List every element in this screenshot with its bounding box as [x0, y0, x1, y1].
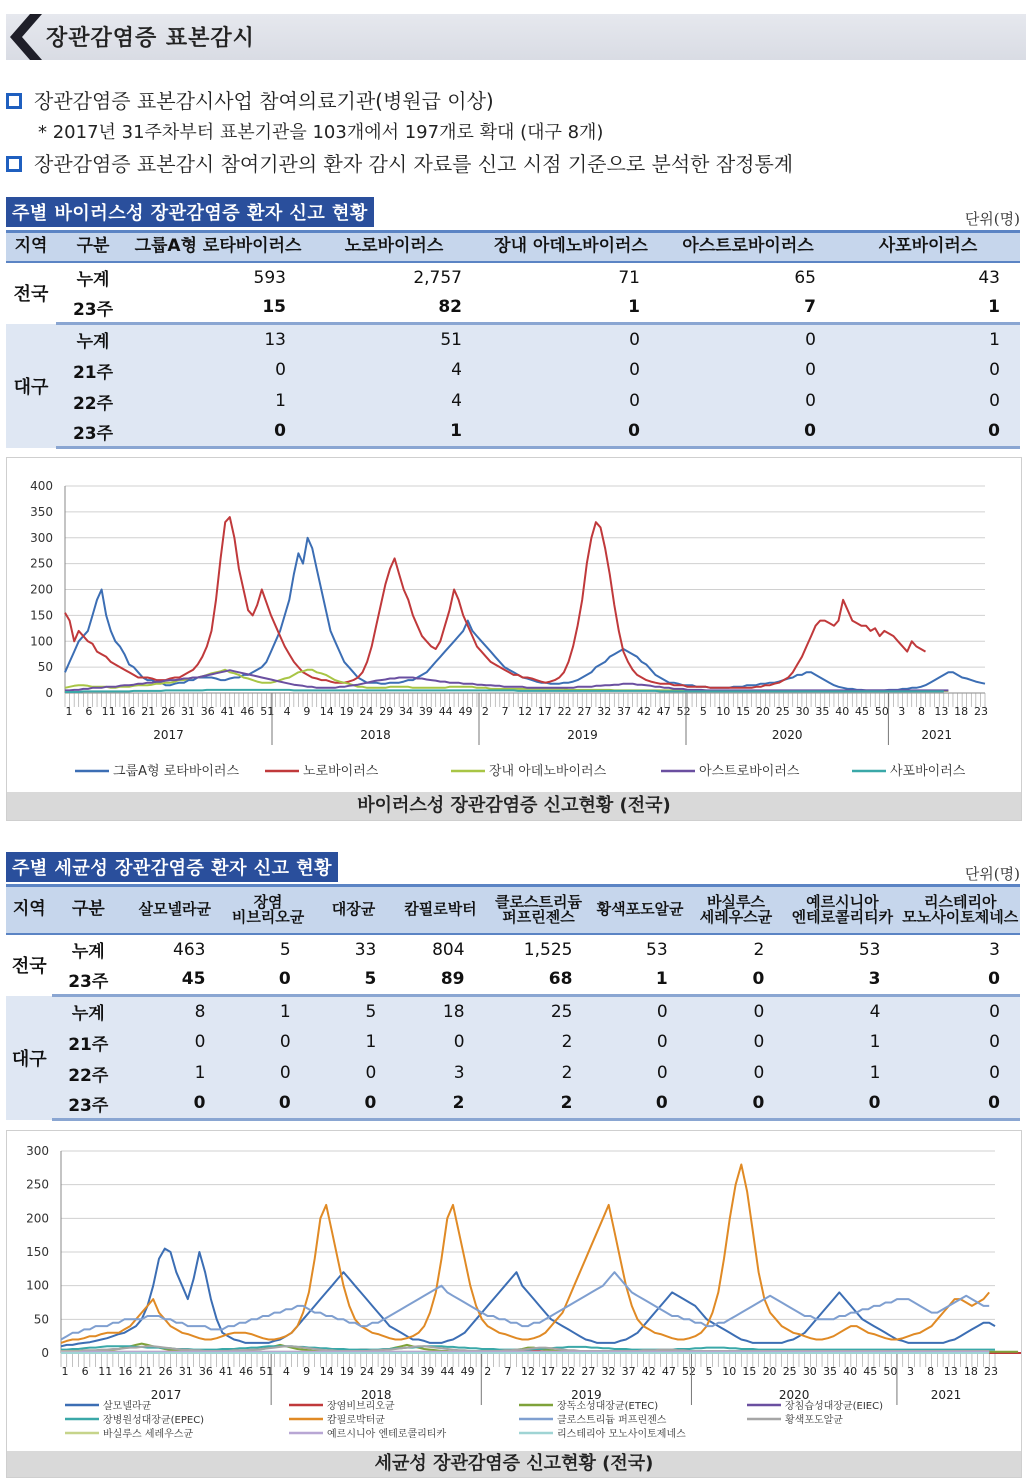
year-label: 2021	[930, 1388, 962, 1402]
y-tick-label: 50	[33, 1312, 49, 1327]
value-cell: 0	[660, 417, 836, 448]
value-cell: 0	[482, 324, 660, 355]
value-cell: 593	[130, 262, 306, 293]
x-tick-label: 34	[399, 705, 414, 718]
value-cell: 0	[592, 1027, 687, 1058]
x-tick-label: 9	[303, 705, 311, 718]
value-cell: 1	[311, 1027, 397, 1058]
region-cell: 전국	[6, 262, 56, 324]
value-cell: 0	[130, 355, 306, 386]
year-label: 2019	[567, 728, 598, 742]
x-tick-label: 30	[802, 1365, 817, 1378]
viral-unit: 단위(명)	[964, 210, 1020, 228]
value-cell: 0	[836, 417, 1020, 448]
year-label: 2018	[360, 1388, 392, 1402]
x-tick-label: 34	[400, 1365, 415, 1378]
x-tick-label: 20	[762, 1365, 777, 1378]
value-cell: 0	[124, 1027, 225, 1058]
table-row	[6, 1027, 1020, 1058]
value-cell: 2	[485, 1058, 593, 1089]
bacterial-section-label: 주별 세균성 장관감염증 환자 신고 현황	[6, 852, 338, 882]
x-tick-label: 41	[220, 705, 235, 718]
value-cell: 2	[396, 1089, 484, 1120]
x-tick-label: 42	[641, 1365, 656, 1378]
legend-label: 바실루스 세레우스균	[103, 1429, 194, 1440]
x-tick-label: 19	[339, 705, 354, 718]
value-cell: 1	[225, 996, 310, 1027]
x-tick-label: 18	[954, 705, 969, 718]
viral-chart-caption: 바이러스성 장관감염증 신고현황 (전국)	[7, 792, 1021, 820]
y-tick-label: 350	[30, 504, 53, 519]
value-cell: 0	[124, 1089, 225, 1120]
chevron-left-icon	[6, 14, 46, 60]
legend-label: 사포바이러스	[890, 764, 966, 779]
legend-label: 장독소성대장균(ETEC)	[557, 1401, 659, 1412]
x-tick-label: 44	[438, 705, 453, 718]
table-row	[6, 324, 1020, 355]
x-tick-label: 40	[843, 1365, 858, 1378]
value-cell: 43	[836, 262, 1020, 293]
table-row	[6, 262, 1020, 293]
x-tick-label: 6	[85, 705, 93, 718]
value-cell: 3	[784, 965, 900, 996]
value-cell: 1	[784, 1058, 900, 1089]
kind-cell: 22주	[56, 386, 130, 417]
legend-label: 클로스트리듐 퍼프린젠스	[557, 1415, 667, 1426]
table-header: 살모넬라균	[124, 886, 225, 934]
value-cell: 0	[900, 996, 1020, 1027]
value-cell: 804	[396, 934, 484, 965]
value-cell: 0	[660, 324, 836, 355]
x-tick-label: 16	[121, 705, 136, 718]
x-tick-label: 4	[283, 705, 291, 718]
kind-cell: 23주	[52, 1089, 124, 1120]
value-cell: 53	[784, 934, 900, 965]
value-cell: 33	[311, 934, 397, 965]
x-tick-label: 18	[963, 1365, 978, 1378]
table-header: 대장균	[311, 886, 397, 934]
value-cell: 2	[688, 934, 785, 965]
table-header: 캄필로박터	[396, 886, 484, 934]
x-tick-label: 32	[597, 705, 612, 718]
value-cell: 0	[688, 1089, 785, 1120]
x-tick-label: 47	[661, 1365, 676, 1378]
x-tick-label: 51	[260, 705, 275, 718]
value-cell: 82	[306, 293, 482, 324]
bacterial-unit: 단위(명)	[964, 865, 1020, 883]
table-header: 지역	[6, 232, 56, 262]
x-tick-label: 22	[557, 705, 572, 718]
y-tick-label: 200	[26, 1211, 49, 1226]
y-tick-label: 200	[30, 582, 53, 597]
legend-label: 장염비브리오균	[327, 1401, 395, 1412]
x-tick-label: 25	[782, 1365, 797, 1378]
kind-cell: 22주	[52, 1058, 124, 1089]
viral-line-chart	[7, 458, 1021, 794]
value-cell: 5	[311, 996, 397, 1027]
x-tick-label: 36	[200, 705, 215, 718]
value-cell: 0	[900, 1058, 1020, 1089]
value-cell: 1	[836, 324, 1020, 355]
year-label: 2020	[771, 728, 803, 742]
bacterial-table	[6, 884, 1020, 1121]
value-cell: 0	[836, 386, 1020, 417]
region-cell: 대구	[6, 996, 52, 1120]
value-cell: 0	[130, 417, 306, 448]
x-tick-label: 24	[359, 705, 374, 718]
value-cell: 0	[688, 1027, 785, 1058]
table-header: 사포바이러스	[836, 232, 1020, 262]
legend-label: 장침습성대장균(EIEC)	[785, 1401, 883, 1412]
x-tick-label: 37	[621, 1365, 636, 1378]
intro-line-1	[6, 85, 494, 114]
kind-cell: 21주	[52, 1027, 124, 1058]
x-tick-label: 11	[101, 705, 116, 718]
value-cell: 4	[306, 355, 482, 386]
x-tick-label: 13	[943, 1365, 958, 1378]
legend-label: 장내 아데노바이러스	[489, 764, 607, 779]
value-cell: 0	[836, 355, 1020, 386]
x-tick-label: 35	[815, 705, 830, 718]
x-tick-label: 15	[742, 1365, 757, 1378]
legend-label: 캄필로박터균	[327, 1415, 385, 1426]
x-tick-label: 2	[484, 1365, 492, 1378]
x-tick-label: 15	[736, 705, 751, 718]
kind-cell: 23주	[56, 293, 130, 324]
x-tick-label: 23	[984, 1365, 998, 1378]
value-cell: 51	[306, 324, 482, 355]
intro-line-1-text: 장관감염증 표본감시사업 참여의료기관(병원급 이상)	[34, 89, 494, 113]
viral-chart	[6, 457, 1022, 821]
x-tick-label: 17	[541, 1365, 556, 1378]
value-cell: 0	[482, 386, 660, 417]
x-tick-label: 17	[537, 705, 552, 718]
value-cell: 0	[311, 1058, 397, 1089]
x-tick-label: 42	[636, 705, 651, 718]
viral-table	[6, 230, 1020, 449]
value-cell: 25	[485, 996, 593, 1027]
y-tick-label: 250	[26, 1177, 49, 1192]
viral-section-label: 주별 바이러스성 장관감염증 환자 신고 현황	[6, 197, 374, 227]
value-cell: 0	[784, 1089, 900, 1120]
legend-label: 예르시니아 엔테로콜리티카	[327, 1429, 447, 1440]
x-tick-label: 7	[504, 1365, 512, 1378]
x-tick-label: 46	[239, 1365, 254, 1378]
table-header: 구분	[56, 232, 130, 262]
value-cell: 13	[130, 324, 306, 355]
legend-label: 살모넬라균	[103, 1401, 152, 1412]
year-label: 2019	[571, 1388, 602, 1402]
table-row	[6, 1058, 1020, 1089]
value-cell: 65	[660, 262, 836, 293]
y-tick-label: 0	[41, 1346, 49, 1360]
x-tick-label: 12	[518, 705, 532, 718]
kind-cell: 누계	[56, 262, 130, 293]
kind-cell: 23주	[52, 965, 124, 996]
y-tick-label: 50	[37, 660, 53, 675]
x-tick-label: 25	[775, 705, 790, 718]
table-header: 구분	[52, 886, 124, 934]
square-bullet-icon	[6, 156, 22, 172]
value-cell: 8	[124, 996, 225, 1027]
legend-label: 리스테리아 모노사이토제네스	[557, 1429, 686, 1440]
series-line	[65, 517, 926, 688]
value-cell: 1	[592, 965, 687, 996]
x-tick-label: 50	[874, 705, 889, 718]
value-cell: 1	[836, 293, 1020, 324]
table-header: 황색포도알균	[592, 886, 687, 934]
x-tick-label: 45	[855, 705, 870, 718]
x-tick-label: 37	[617, 705, 632, 718]
x-tick-label: 1	[61, 1365, 69, 1378]
title-bar	[6, 14, 1026, 60]
x-tick-label: 35	[822, 1365, 837, 1378]
kind-cell: 23주	[56, 417, 130, 448]
x-tick-label: 3	[898, 705, 906, 718]
x-tick-label: 14	[319, 705, 334, 718]
x-tick-label: 2	[481, 705, 489, 718]
intro-line-2	[6, 148, 793, 177]
value-cell: 3	[900, 934, 1020, 965]
table-header: 바실루스 세레우스균	[688, 886, 785, 934]
series-line	[65, 670, 948, 690]
table-row	[6, 965, 1020, 996]
x-tick-label: 14	[319, 1365, 334, 1378]
kind-cell: 누계	[52, 996, 124, 1027]
x-tick-label: 51	[259, 1365, 274, 1378]
x-tick-label: 10	[716, 705, 731, 718]
x-tick-label: 8	[927, 1365, 935, 1378]
value-cell: 2	[485, 1089, 593, 1120]
x-tick-label: 31	[180, 705, 195, 718]
table-row	[6, 417, 1020, 448]
x-tick-label: 16	[118, 1365, 133, 1378]
x-tick-label: 36	[198, 1365, 213, 1378]
table-header: 장내 아데노바이러스	[482, 232, 660, 262]
x-tick-label: 52	[676, 705, 691, 718]
value-cell: 2,757	[306, 262, 482, 293]
x-tick-label: 29	[379, 705, 394, 718]
value-cell: 0	[900, 965, 1020, 996]
table-header: 예르시니아 엔테로콜리티카	[784, 886, 900, 934]
x-tick-label: 1	[65, 705, 73, 718]
x-tick-label: 26	[161, 705, 176, 718]
x-tick-label: 7	[501, 705, 509, 718]
series-line	[61, 1249, 995, 1347]
value-cell: 18	[396, 996, 484, 1027]
x-tick-label: 5	[705, 1365, 713, 1378]
x-tick-label: 10	[722, 1365, 737, 1378]
x-tick-label: 49	[460, 1365, 475, 1378]
year-label: 2018	[360, 728, 391, 742]
value-cell: 0	[592, 996, 687, 1027]
value-cell: 0	[482, 355, 660, 386]
value-cell: 0	[311, 1089, 397, 1120]
value-cell: 0	[660, 386, 836, 417]
x-tick-label: 8	[918, 705, 926, 718]
x-tick-label: 11	[98, 1365, 113, 1378]
x-tick-label: 20	[755, 705, 770, 718]
table-row	[6, 934, 1020, 965]
x-tick-label: 52	[682, 1365, 697, 1378]
value-cell: 0	[482, 417, 660, 448]
value-cell: 0	[225, 965, 310, 996]
x-tick-label: 30	[795, 705, 810, 718]
page-title: 장관감염증 표본감시	[46, 26, 255, 51]
x-tick-label: 29	[380, 1365, 395, 1378]
value-cell: 0	[900, 1027, 1020, 1058]
x-tick-label: 5	[699, 705, 707, 718]
value-cell: 0	[688, 996, 785, 1027]
x-tick-label: 45	[863, 1365, 878, 1378]
x-tick-label: 39	[420, 1365, 435, 1378]
x-tick-label: 24	[359, 1365, 374, 1378]
value-cell: 0	[592, 1089, 687, 1120]
x-tick-label: 19	[339, 1365, 354, 1378]
y-tick-label: 100	[30, 634, 53, 649]
table-header: 클로스트리듐 퍼프린젠스	[485, 886, 593, 934]
table-row	[6, 386, 1020, 417]
intro-note: * 2017년 31주차부터 표본기관을 103개에서 197개로 확대 (대구 8개)	[38, 122, 604, 143]
table-header: 노로바이러스	[306, 232, 482, 262]
y-tick-label: 0	[45, 686, 53, 700]
x-tick-label: 31	[178, 1365, 193, 1378]
value-cell: 53	[592, 934, 687, 965]
bacterial-chart-caption: 세균성 장관감염증 신고현황 (전국)	[7, 1451, 1021, 1477]
value-cell: 1	[306, 417, 482, 448]
x-tick-label: 12	[521, 1365, 535, 1378]
table-header: 리스테리아 모노사이토제네스	[900, 886, 1020, 934]
value-cell: 0	[396, 1027, 484, 1058]
bacterial-chart	[6, 1130, 1022, 1478]
kind-cell: 누계	[52, 934, 124, 965]
x-tick-label: 46	[240, 705, 255, 718]
value-cell: 15	[130, 293, 306, 324]
table-header: 지역	[6, 886, 52, 934]
legend-label: 장병원성대장균(EPEC)	[103, 1415, 205, 1426]
table-header: 아스트로바이러스	[660, 232, 836, 262]
x-tick-label: 4	[282, 1365, 290, 1378]
x-tick-label: 21	[138, 1365, 153, 1378]
square-bullet-icon	[6, 93, 22, 109]
value-cell: 0	[225, 1058, 310, 1089]
value-cell: 4	[784, 996, 900, 1027]
year-label: 2017	[150, 1388, 182, 1402]
value-cell: 1	[784, 1027, 900, 1058]
table-row	[6, 293, 1020, 324]
value-cell: 1	[124, 1058, 225, 1089]
value-cell: 0	[225, 1027, 310, 1058]
x-tick-label: 9	[303, 1365, 311, 1378]
value-cell: 89	[396, 965, 484, 996]
legend-label: 그룹A형 로타바이러스	[113, 764, 240, 779]
value-cell: 0	[660, 355, 836, 386]
value-cell: 1	[130, 386, 306, 417]
value-cell: 463	[124, 934, 225, 965]
bacterial-line-chart	[7, 1131, 1021, 1453]
legend-label: 황색포도알균	[785, 1415, 843, 1426]
x-tick-label: 27	[581, 1365, 596, 1378]
x-tick-label: 47	[656, 705, 671, 718]
value-cell: 5	[311, 965, 397, 996]
x-tick-label: 27	[577, 705, 592, 718]
x-tick-label: 44	[440, 1365, 455, 1378]
value-cell: 7	[660, 293, 836, 324]
value-cell: 0	[688, 965, 785, 996]
x-tick-label: 39	[418, 705, 433, 718]
value-cell: 1	[482, 293, 660, 324]
value-cell: 1,525	[485, 934, 593, 965]
y-tick-label: 400	[30, 479, 53, 493]
x-tick-label: 13	[934, 705, 949, 718]
x-tick-label: 32	[601, 1365, 616, 1378]
year-label: 2020	[778, 1388, 810, 1402]
year-label: 2021	[921, 728, 952, 742]
value-cell: 5	[225, 934, 310, 965]
value-cell: 3	[396, 1058, 484, 1089]
value-cell: 4	[306, 386, 482, 417]
table-header: 그룹A형 로타바이러스	[130, 232, 306, 262]
y-tick-label: 300	[30, 530, 53, 545]
year-label: 2017	[153, 728, 184, 742]
x-tick-label: 23	[974, 705, 988, 718]
table-row	[6, 1089, 1020, 1120]
x-tick-label: 40	[835, 705, 850, 718]
region-cell: 대구	[6, 324, 56, 448]
value-cell: 68	[485, 965, 593, 996]
y-tick-label: 150	[30, 608, 53, 623]
value-cell: 0	[900, 1089, 1020, 1120]
y-tick-label: 250	[30, 556, 53, 571]
x-tick-label: 6	[81, 1365, 89, 1378]
value-cell: 0	[688, 1058, 785, 1089]
x-tick-label: 3	[906, 1365, 914, 1378]
table-row	[6, 996, 1020, 1027]
kind-cell: 21주	[56, 355, 130, 386]
x-tick-label: 50	[883, 1365, 898, 1378]
legend-label: 노로바이러스	[303, 764, 379, 779]
y-tick-label: 150	[26, 1245, 49, 1259]
intro-line-2-text: 장관감염증 표본감시 참여기관의 환자 감시 자료를 신고 시점 기준으로 분석한 잠정통계	[34, 152, 794, 176]
value-cell: 2	[485, 1027, 593, 1058]
table-header: 장염 비브리오균	[225, 886, 310, 934]
table-row	[6, 355, 1020, 386]
x-tick-label: 49	[458, 705, 473, 718]
kind-cell: 누계	[56, 324, 130, 355]
value-cell: 71	[482, 262, 660, 293]
legend-label: 아스트로바이러스	[699, 764, 800, 779]
x-tick-label: 22	[561, 1365, 576, 1378]
x-tick-label: 21	[141, 705, 156, 718]
value-cell: 0	[225, 1089, 310, 1120]
region-cell: 전국	[6, 934, 52, 996]
y-tick-label: 100	[26, 1278, 49, 1293]
value-cell: 45	[124, 965, 225, 996]
x-tick-label: 41	[219, 1365, 234, 1378]
y-tick-label: 300	[26, 1144, 49, 1158]
value-cell: 0	[592, 1058, 687, 1089]
x-tick-label: 26	[158, 1365, 173, 1378]
